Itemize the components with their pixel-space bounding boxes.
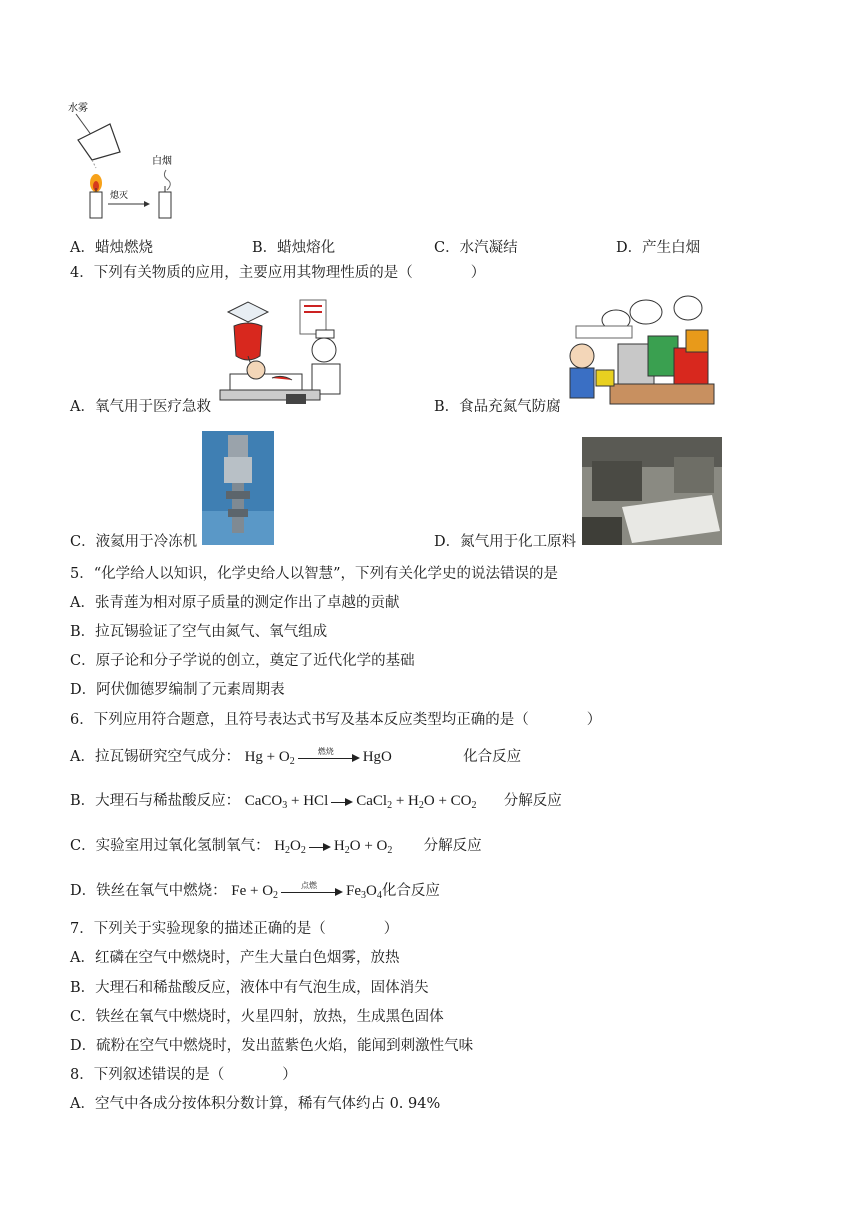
q8-option-a: A．空气中各成分按体积分数计算，稀有气体约占 0. 94% — [70, 1096, 441, 1112]
q6-option-d-text: D．铁丝在氧气中燃烧： — [70, 883, 227, 899]
food-packaging-drawing — [566, 292, 724, 410]
water-mist-label: 水雾 — [68, 103, 88, 114]
candle-experiment-drawing — [62, 98, 192, 223]
medical-oxygen-cartoon — [216, 292, 358, 410]
q6-option-b-type: 分解反应 — [503, 793, 562, 809]
nitrogen-chemical-plant-photo — [582, 437, 722, 545]
q4-option-b: B．食品充氮气防腐 — [434, 399, 561, 415]
reaction-condition: 燃烧 — [317, 746, 334, 756]
extinguish-label: 熄灭 — [110, 191, 129, 201]
q4-stem: 4．下列有关物质的应用，主要应用其物理性质的是（ ） — [70, 265, 486, 281]
freezer-photo-drawing — [202, 431, 274, 545]
q7-option-d: D．硫粉在空气中燃烧时，发出蓝紫色火焰，能闻到刺激性气味 — [70, 1038, 474, 1054]
q6-option-b — [70, 792, 562, 815]
chemical-plant-drawing — [582, 437, 722, 545]
q6-option-c-text: C．实验室用过氧化氢制氧气： — [70, 838, 270, 854]
q6-option-d-equation: $Fe + O_2$ 点燃 $Fe_3O_4$ — [231, 883, 382, 899]
arrow-icon — [309, 840, 331, 854]
medical-oxygen-drawing — [216, 292, 358, 410]
nitrogen-food-packaging-cartoon — [566, 292, 724, 410]
q6-option-c-equation: $H_2O_2$ $H_2O + O_2$ — [274, 838, 393, 856]
q6-option-d-type: 化合反应 — [381, 883, 440, 899]
q4-option-c: C．液氦用于冷冻机 — [70, 534, 198, 550]
q6-option-b-text: B．大理石与稀盐酸反应： — [70, 793, 241, 809]
q7-option-c: C．铁丝在氧气中燃烧时，火星四射，放热，生成黑色固体 — [70, 1009, 444, 1025]
arrow-icon — [298, 746, 360, 765]
q3-option-b: B．蜡烛熔化 — [252, 240, 336, 256]
q6-option-a-equation: $Hg + O_2$ 燃烧 HgO — [245, 749, 392, 765]
q3-option-d: D．产生白烟 — [616, 240, 701, 256]
q7-stem: 7．下列关于实验现象的描述正确的是（ ） — [70, 921, 399, 937]
q6-stem: 6．下列应用符合题意，且符号表达式书写及基本反应类型均正确的是（ ） — [70, 712, 602, 728]
q6-option-a — [70, 748, 521, 771]
arrow-icon — [331, 795, 353, 809]
arrow-icon — [281, 880, 343, 899]
reaction-condition: 点燃 — [301, 880, 318, 890]
q7-option-a: A．红磷在空气中燃烧时，产生大量白色烟雾，放热 — [70, 950, 400, 966]
q6-option-a-text: A．拉瓦锡研究空气成分： — [70, 749, 240, 765]
q4-option-a: A．氧气用于医疗急救 — [70, 399, 211, 415]
q6-option-c — [70, 837, 482, 860]
liquid-helium-freezer-photo — [202, 431, 274, 545]
white-smoke-label: 白烟 — [152, 156, 172, 167]
q5-option-a: A．张青莲为相对原子质量的测定作出了卓越的贡献 — [70, 595, 400, 611]
q8-stem: 8．下列叙述错误的是（ ） — [70, 1067, 297, 1083]
q6-option-c-type: 分解反应 — [423, 838, 482, 854]
candle-experiment-figure — [62, 98, 192, 223]
q5-stem: 5．“化学给人以知识，化学史给人以智慧”，下列有关化学史的说法错误的是 — [70, 566, 559, 582]
q5-option-c: C．原子论和分子学说的创立，奠定了近代化学的基础 — [70, 653, 415, 669]
q7-option-b: B．大理石和稀盐酸反应，液体中有气泡生成，固体消失 — [70, 980, 429, 996]
q5-option-b: B．拉瓦锡验证了空气由氮气、氧气组成 — [70, 624, 328, 640]
q3-option-c: C．水汽凝结 — [434, 240, 518, 256]
q3-option-a: A．蜡烛燃烧 — [70, 240, 153, 256]
q4-option-d: D．氮气用于化工原料 — [434, 534, 577, 550]
q5-option-d: D．阿伏伽德罗编制了元素周期表 — [70, 682, 285, 698]
q6-option-d — [70, 882, 440, 905]
q6-option-a-type: 化合反应 — [463, 749, 522, 765]
q6-option-b-equation: CaCO$_3$ + HCl CaCl$_2$ + $H_2O + CO_2$ — [244, 793, 477, 811]
